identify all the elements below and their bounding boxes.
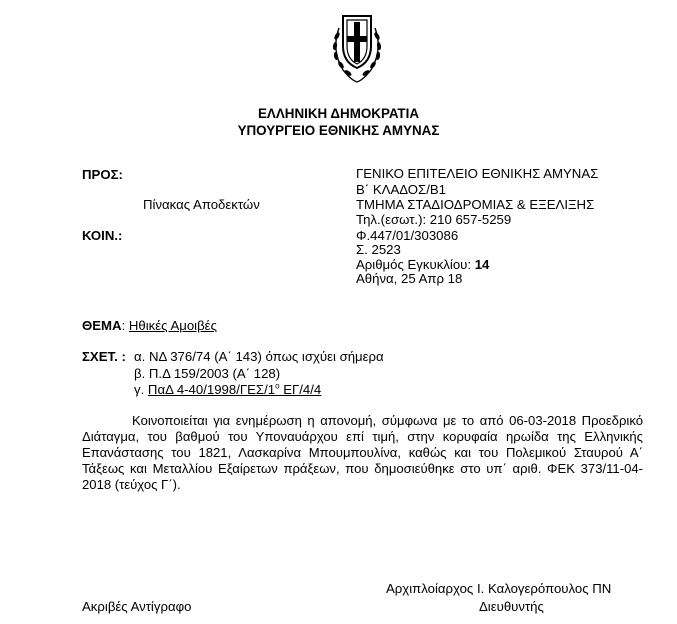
subject-value: Ηθικές Αμοιβές: [128, 318, 217, 333]
cc-label-wrap: ΚΟΙΝ.:: [82, 228, 123, 243]
ref-c-sup: ο: [275, 381, 280, 391]
true-copy-note: Ακριβές Αντίγραφο: [82, 599, 192, 614]
circular-number: 14: [474, 257, 490, 272]
circular-label: Αριθμός Εγκυκλίου:: [356, 257, 475, 272]
sender-branch: Β΄ ΚΛΑΔΟΣ/Β1: [356, 182, 446, 197]
file-number: Φ.447/01/303086: [356, 228, 459, 243]
header-country: ΕΛΛΗΝΙΚΗ ΔΗΜΟΚΡΑΤΙΑ: [257, 106, 420, 121]
to-value: Πίνακας Αποδεκτών: [143, 197, 260, 212]
cc-label: ΚΟΙΝ.: [82, 228, 119, 243]
ref-c-prefix: γ.: [134, 382, 148, 397]
ref-c-main: ΠαΔ 4-40/1998/ΓΕΣ/1: [147, 382, 276, 397]
to-label: ΠΡΟΣ: [82, 167, 119, 182]
ref-c-main-wrap: [148, 382, 321, 397]
sender-phone: Τηλ.(εσωτ.): 210 657-5259: [356, 212, 512, 227]
ref-c-suffix: ΕΓ/4/4: [279, 382, 322, 397]
ref-b: β. Π.Δ 159/2003 (Α΄ 128): [134, 366, 281, 381]
header-ministry: ΥΠΟΥΡΓΕΙΟ ΕΘΝΙΚΗΣ ΑΜΥΝΑΣ: [237, 123, 440, 138]
refs-label: ΣΧΕΤ.: [82, 349, 118, 364]
sigma-number: Σ. 2523: [356, 242, 401, 257]
place-date: Αθήνα, 25 Απρ 18: [356, 271, 463, 286]
to-label-wrap: ΠΡΟΣ:: [82, 167, 123, 182]
signature-title: Διευθυντής: [479, 599, 544, 614]
refs-label-wrap: ΣΧΕΤ. :: [82, 349, 126, 364]
subject-label: ΘΕΜΑ: [82, 318, 122, 333]
body-paragraph: Κοινοποιείται για ενημέρωση η απονομή, σύμφωνα με το από 06-03-2018 Προεδρικό Διάταγμα, του βαθμού του Υποναυάρχου επί τιμή, στην κορυφαία ηρωίδα της Ελληνικής Επανάστασης του 1821, Λασκαρίνα Μπουμπουλίνα, καθώς και του Πολεμικού Σταυρού Α΄ Τάξεως και Μεταλλίου Εξαίρετων πράξεων, που δημοσιεύθηκε στο υπ΄ αριθ. ΦΕΚ 373/11-04-2018 (τεύχος Γ΄).: [82, 413, 643, 493]
ref-c: [134, 382, 321, 398]
sender-general-staff: ΓΕΝΙΚΟ ΕΠΙΤΕΛΕΙΟ ΕΘΝΙΚΗΣ ΑΜΥΝΑΣ: [356, 166, 599, 181]
coat-of-arms-icon: [327, 6, 387, 86]
ref-a: α. ΝΔ 376/74 (Α΄ 143) όπως ισχύει σήμερα: [134, 349, 384, 364]
subject-line: ΘΕΜΑ: Ηθικές Αμοιβές: [82, 318, 217, 333]
sender-department: ΤΜΗΜΑ ΣΤΑΔΙΟΔΡΟΜΙΑΣ & ΕΞΕΛΙΞΗΣ: [356, 197, 595, 212]
signature-name: Αρχιπλοίαρχος Ι. Καλογερόπουλος ΠΝ: [386, 581, 612, 596]
